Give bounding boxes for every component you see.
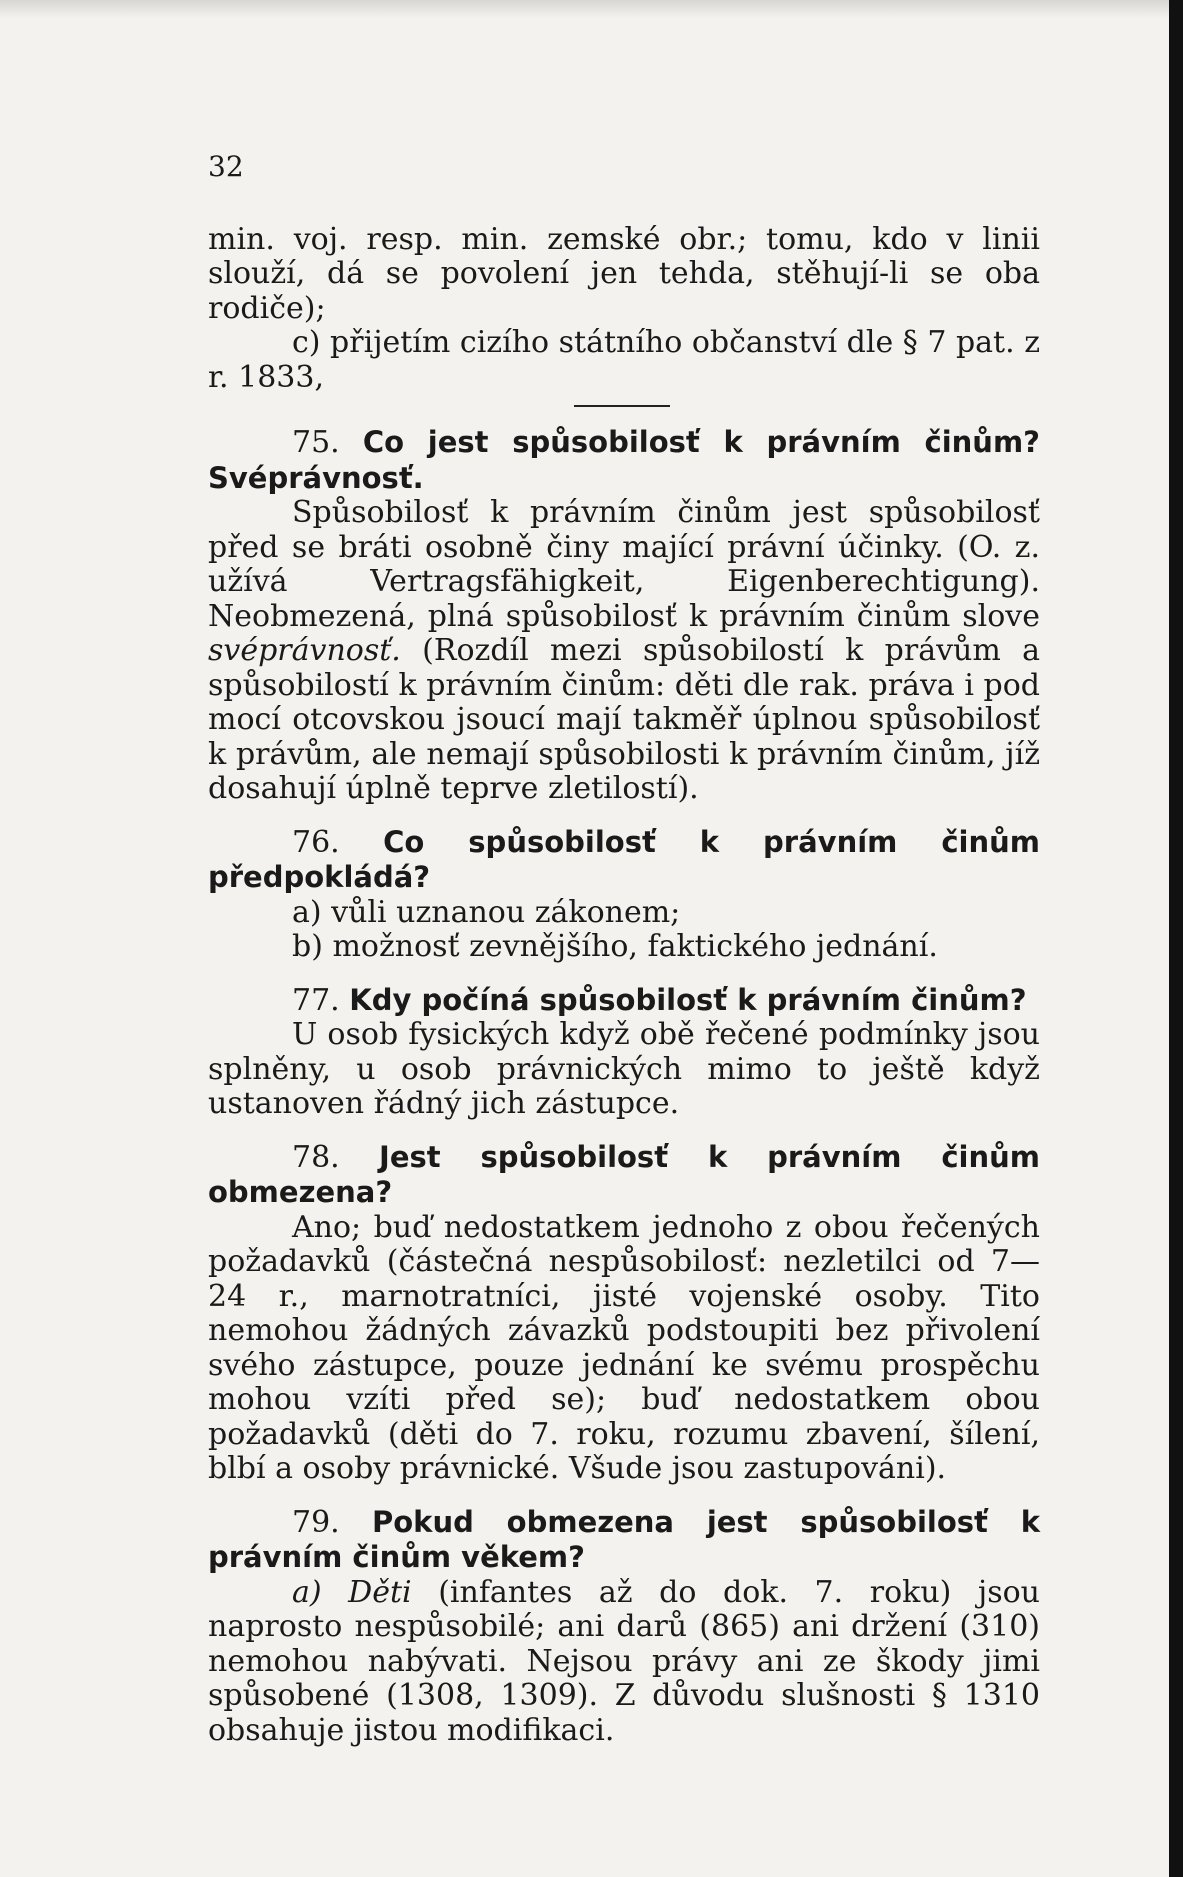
page-top-shadow xyxy=(0,0,1183,18)
question-75-title: Co jest spůsobilosť k právním činům? Svéprávnosť. xyxy=(208,425,1040,495)
question-77-number: 77. xyxy=(292,982,340,1018)
question-77-answer: U osob fysických když obě řečené podmínky jsou splněny, u osob právnických mimo to ještě když ustanoven řádný jich zástupce. xyxy=(208,1017,1040,1121)
question-76-item-b: b) možnosť zevnějšího, faktického jednání. xyxy=(292,929,938,964)
section-divider xyxy=(574,405,670,407)
page-number: 32 xyxy=(208,150,244,183)
question-77-heading xyxy=(208,983,1040,1019)
answer-75-term: svéprávnosť. xyxy=(208,633,401,668)
answer-79-text: (infantes až do dok. 7. roku) jsou naprosto nespůsobilé; ani darů (865) ani držení (310) nemohou nabývati. Nejsou právy ani ze škody jimi spůsobené (1308, 1309). Z důvodu slušnosti § 1310 obsahuje jistou modifikaci. xyxy=(208,1574,1040,1748)
intro-paragraph: min. voj. resp. min. zemské obr.; tomu, kdo v linii slouží, dá se povolení jen tehda, stěhují-li se oba rodiče); xyxy=(208,221,1040,326)
question-75-answer xyxy=(208,496,1040,807)
intro-item-c: c) přijetím cizího státního občanství dle § 7 pat. z r. 1833, xyxy=(208,325,1040,395)
question-78-answer: Ano; buď nedostatkem jednoho z obou řečených požadavků (částečná nespůsobilosť: nezletilci od 7—24 r., marnotratníci, jisté vojenské osoby. Tito nemohou žádných závazků podstoupiti bez přivolení svého zástupce, pouze jednání ke svému prospěchu mohou vzíti před se); buď nedostatkem obou požadavků (děti do 7. roku, rozumu zbavení, šílení, blbí a osoby právnické. Všude jsou zastupováni). xyxy=(208,1209,1040,1486)
question-78-heading xyxy=(208,1140,1040,1211)
question-76-number: 76. xyxy=(292,824,340,860)
question-76-item-a: a) vůli uznanou zákonem; xyxy=(292,894,681,930)
question-78-title: Jest spůsobilosť k právním činům obmezena? xyxy=(208,1139,1040,1209)
question-79-answer xyxy=(208,1576,1040,1749)
question-75-number: 75. xyxy=(292,425,340,460)
question-79-title: Pokud obmezena jest spůsobilosť k právním činům věkem? xyxy=(208,1504,1040,1574)
question-77-title: Kdy počíná spůsobilosť k právním činům? xyxy=(349,982,1027,1017)
question-79-heading xyxy=(208,1505,1040,1576)
question-79-number: 79. xyxy=(292,1504,340,1540)
question-75-heading xyxy=(208,425,1040,496)
answer-75-rest: (Rozdíl mezi spůsobilostí k právům a spůsobilostí k právním činům: děti dle rak. práva i pod mocí otcovskou jsoucí mají takměř úplnou spůsobilosť k právům, ale nemají spůsobilosti k právním činům, jíž dosahují úplně teprve zletilostí). xyxy=(208,633,1040,806)
page-right-edge xyxy=(1169,0,1183,1877)
question-76-title: Co spůsobilosť k právním činům předpokládá? xyxy=(208,824,1040,894)
page-content xyxy=(208,150,1040,1748)
question-76-heading xyxy=(208,825,1040,896)
question-78-number: 78. xyxy=(292,1139,340,1175)
answer-79-term: a) Děti xyxy=(292,1574,412,1610)
answer-75-text: Spůsobilosť k právním činům jest spůsobilosť před se bráti osobně činy mající právní účinky. (O. z. užívá Vertragsfähigkeit, Eigenberechtigung). Neobmezená, plná spůsobilosť k právním činům slove xyxy=(208,495,1040,634)
